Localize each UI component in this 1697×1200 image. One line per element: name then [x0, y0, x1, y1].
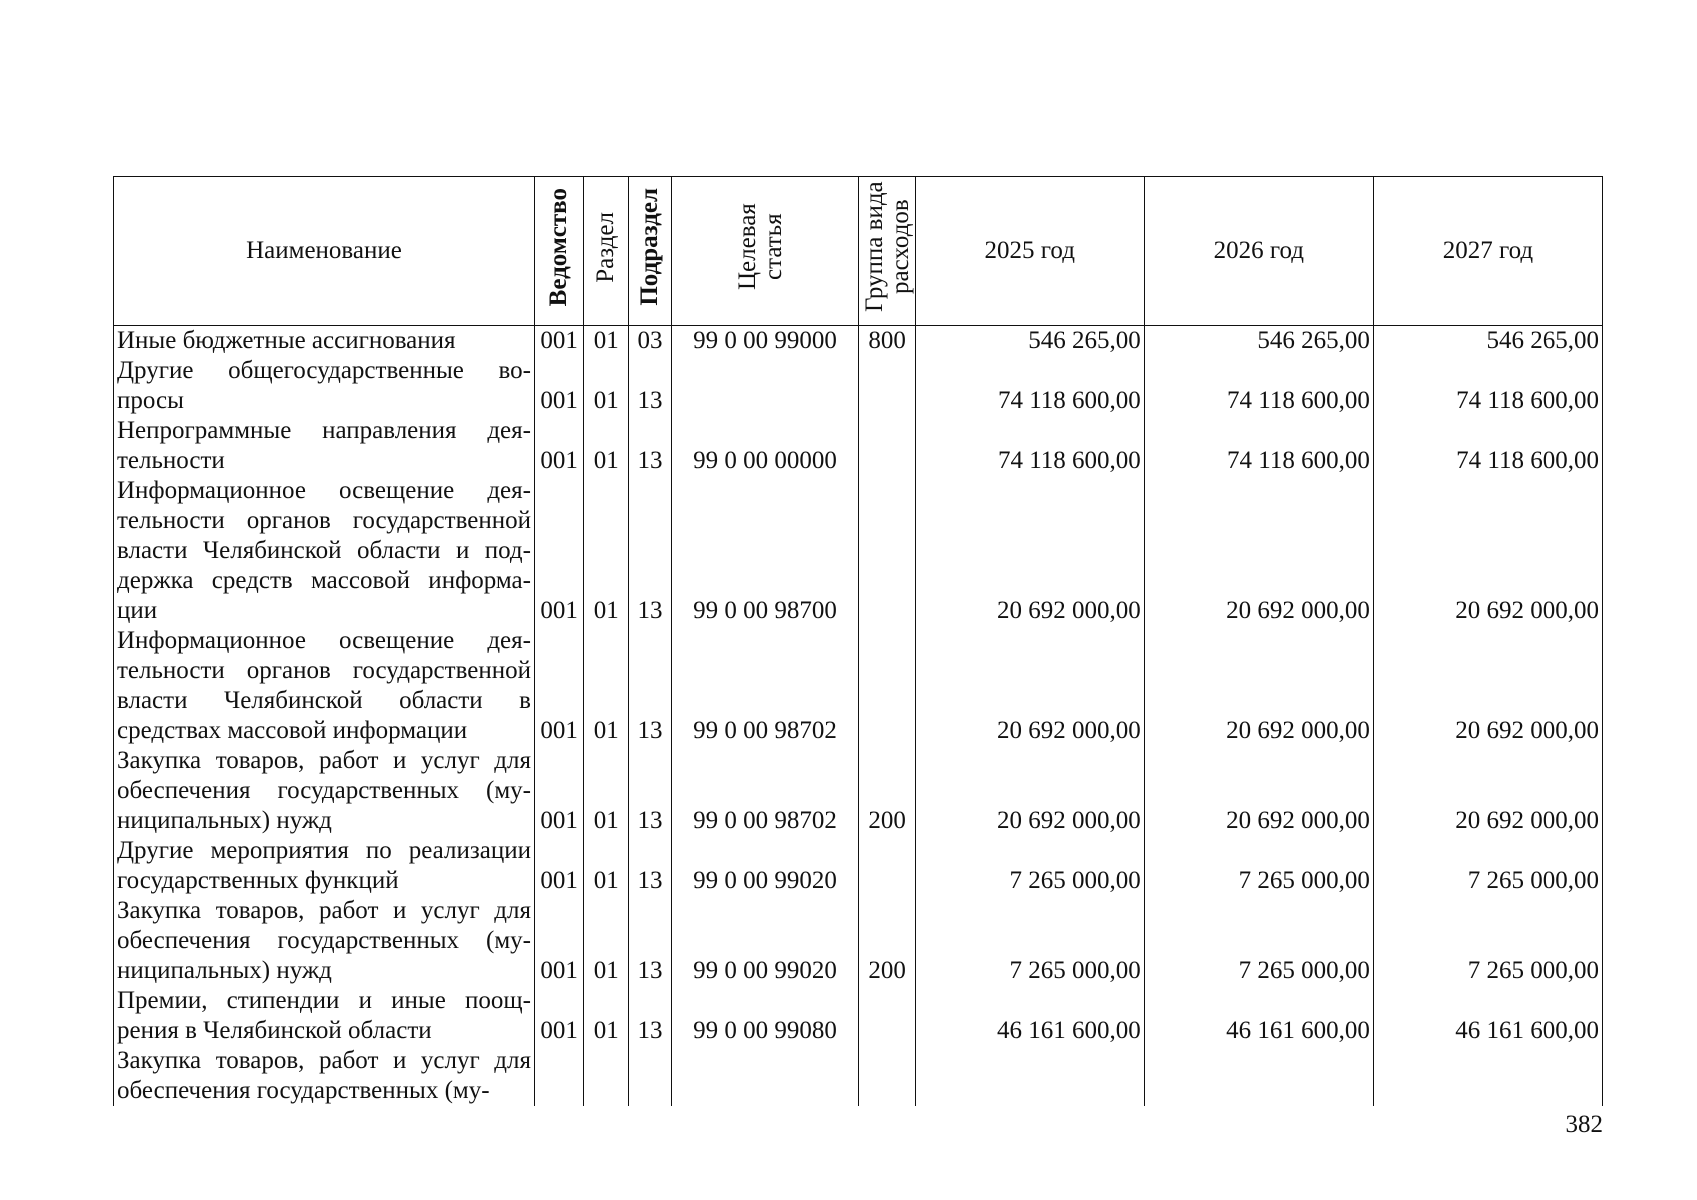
cell-2026: 7 265 000,00 — [1144, 836, 1373, 896]
header-vedomstvo: Ведомство — [534, 177, 583, 326]
cell-podrazdel: 13 — [629, 626, 671, 746]
cell-name: Закупка товаров, работ и услуг для обеспечения государственных (му- — [114, 1046, 535, 1106]
cell-2026: 74 118 600,00 — [1144, 356, 1373, 416]
budget-table — [113, 176, 1603, 1106]
header-gruppa-vida-rashodov: Группа вида расходов — [859, 177, 915, 326]
table-body — [114, 326, 1603, 1107]
table-row — [114, 986, 1603, 1046]
cell-2027: 46 161 600,00 — [1373, 986, 1602, 1046]
cell-vedomstvo: 001 — [534, 836, 583, 896]
cell-razdel: 01 — [584, 746, 629, 836]
cell-2027: 20 692 000,00 — [1373, 476, 1602, 626]
cell-gruppa-vida-rashodov — [859, 836, 915, 896]
cell-vedomstvo: 001 — [534, 986, 583, 1046]
cell-2026: 20 692 000,00 — [1144, 746, 1373, 836]
cell-celevaya-statya — [671, 356, 859, 416]
cell-2026: 20 692 000,00 — [1144, 476, 1373, 626]
cell-gruppa-vida-rashodov — [859, 416, 915, 476]
cell-gruppa-vida-rashodov: 800 — [859, 326, 915, 357]
cell-celevaya-statya: 99 0 00 99080 — [671, 986, 859, 1046]
cell-2027 — [1373, 1046, 1602, 1106]
cell-podrazdel: 13 — [629, 746, 671, 836]
cell-name: Непрограммные направления дея-тельности — [114, 416, 535, 476]
cell-razdel: 01 — [584, 626, 629, 746]
table-row — [114, 326, 1603, 357]
cell-name: Премии, стипендии и иные поощ-рения в Челябинской области — [114, 986, 535, 1046]
cell-podrazdel: 13 — [629, 476, 671, 626]
cell-celevaya-statya: 99 0 00 98702 — [671, 626, 859, 746]
cell-celevaya-statya: 99 0 00 99020 — [671, 836, 859, 896]
cell-gruppa-vida-rashodov: 200 — [859, 896, 915, 986]
header-podrazdel: Подраздел — [629, 177, 671, 326]
cell-2027: 7 265 000,00 — [1373, 836, 1602, 896]
cell-2025 — [915, 1046, 1144, 1106]
cell-2025: 20 692 000,00 — [915, 626, 1144, 746]
cell-podrazdel: 03 — [629, 326, 671, 357]
cell-2025: 74 118 600,00 — [915, 356, 1144, 416]
cell-2026: 20 692 000,00 — [1144, 626, 1373, 746]
cell-vedomstvo: 001 — [534, 416, 583, 476]
page-number: 382 — [1565, 1111, 1603, 1138]
cell-gruppa-vida-rashodov — [859, 356, 915, 416]
cell-vedomstvo: 001 — [534, 626, 583, 746]
cell-2027: 74 118 600,00 — [1373, 416, 1602, 476]
cell-vedomstvo: 001 — [534, 476, 583, 626]
cell-vedomstvo: 001 — [534, 746, 583, 836]
cell-2025: 20 692 000,00 — [915, 476, 1144, 626]
cell-celevaya-statya — [671, 1046, 859, 1106]
cell-razdel: 01 — [584, 326, 629, 357]
cell-razdel: 01 — [584, 836, 629, 896]
cell-razdel: 01 — [584, 416, 629, 476]
cell-2027: 74 118 600,00 — [1373, 356, 1602, 416]
cell-razdel: 01 — [584, 476, 629, 626]
cell-2026: 46 161 600,00 — [1144, 986, 1373, 1046]
cell-podrazdel: 13 — [629, 896, 671, 986]
header-celevaya-statya: Целевая статья — [671, 177, 859, 326]
cell-2025: 546 265,00 — [915, 326, 1144, 357]
cell-2025: 74 118 600,00 — [915, 416, 1144, 476]
cell-podrazdel: 13 — [629, 986, 671, 1046]
header-razdel: Раздел — [584, 177, 629, 326]
cell-celevaya-statya: 99 0 00 98702 — [671, 746, 859, 836]
table-row — [114, 746, 1603, 836]
cell-2027: 7 265 000,00 — [1373, 896, 1602, 986]
cell-vedomstvo — [534, 1046, 583, 1106]
cell-vedomstvo: 001 — [534, 896, 583, 986]
table-row — [114, 626, 1603, 746]
cell-name: Иные бюджетные ассигнования — [114, 326, 535, 357]
cell-2025: 46 161 600,00 — [915, 986, 1144, 1046]
cell-2027: 546 265,00 — [1373, 326, 1602, 357]
cell-name: Закупка товаров, работ и услуг для обеспечения государственных (му-ниципальных) нужд — [114, 746, 535, 836]
cell-2025: 7 265 000,00 — [915, 896, 1144, 986]
cell-celevaya-statya: 99 0 00 98700 — [671, 476, 859, 626]
cell-razdel: 01 — [584, 356, 629, 416]
cell-celevaya-statya: 99 0 00 99020 — [671, 896, 859, 986]
cell-2026: 546 265,00 — [1144, 326, 1373, 357]
cell-2025: 7 265 000,00 — [915, 836, 1144, 896]
cell-2027: 20 692 000,00 — [1373, 626, 1602, 746]
cell-vedomstvo: 001 — [534, 356, 583, 416]
table-row — [114, 1046, 1603, 1106]
cell-name: Закупка товаров, работ и услуг для обеспечения государственных (му-ниципальных) нужд — [114, 896, 535, 986]
table-row — [114, 896, 1603, 986]
cell-name: Информационное освещение дея-тельности органов государственной власти Челябинской области и под-держка средств массовой информа-ции — [114, 476, 535, 626]
cell-celevaya-statya: 99 0 00 99000 — [671, 326, 859, 357]
cell-podrazdel — [629, 1046, 671, 1106]
table-row — [114, 416, 1603, 476]
header-2027: 2027 год — [1373, 177, 1602, 326]
cell-name: Информационное освещение дея-тельности органов государственной власти Челябинской области в средствах массовой информации — [114, 626, 535, 746]
cell-razdel: 01 — [584, 986, 629, 1046]
table-row — [114, 476, 1603, 626]
table-row — [114, 356, 1603, 416]
cell-name: Другие общегосударственные во-просы — [114, 356, 535, 416]
header-2025: 2025 год — [915, 177, 1144, 326]
cell-gruppa-vida-rashodov — [859, 476, 915, 626]
header-2026: 2026 год — [1144, 177, 1373, 326]
cell-2026 — [1144, 1046, 1373, 1106]
table-header-row — [114, 177, 1603, 326]
cell-podrazdel: 13 — [629, 416, 671, 476]
cell-razdel: 01 — [584, 896, 629, 986]
cell-vedomstvo: 001 — [534, 326, 583, 357]
cell-2027: 20 692 000,00 — [1373, 746, 1602, 836]
cell-2026: 74 118 600,00 — [1144, 416, 1373, 476]
cell-name: Другие мероприятия по реализации государственных функций — [114, 836, 535, 896]
cell-podrazdel: 13 — [629, 356, 671, 416]
cell-gruppa-vida-rashodov — [859, 626, 915, 746]
cell-podrazdel: 13 — [629, 836, 671, 896]
cell-gruppa-vida-rashodov — [859, 1046, 915, 1106]
cell-2026: 7 265 000,00 — [1144, 896, 1373, 986]
cell-razdel — [584, 1046, 629, 1106]
cell-gruppa-vida-rashodov: 200 — [859, 746, 915, 836]
table-row — [114, 836, 1603, 896]
cell-gruppa-vida-rashodov — [859, 986, 915, 1046]
cell-celevaya-statya: 99 0 00 00000 — [671, 416, 859, 476]
cell-2025: 20 692 000,00 — [915, 746, 1144, 836]
header-name: Наименование — [114, 177, 535, 326]
